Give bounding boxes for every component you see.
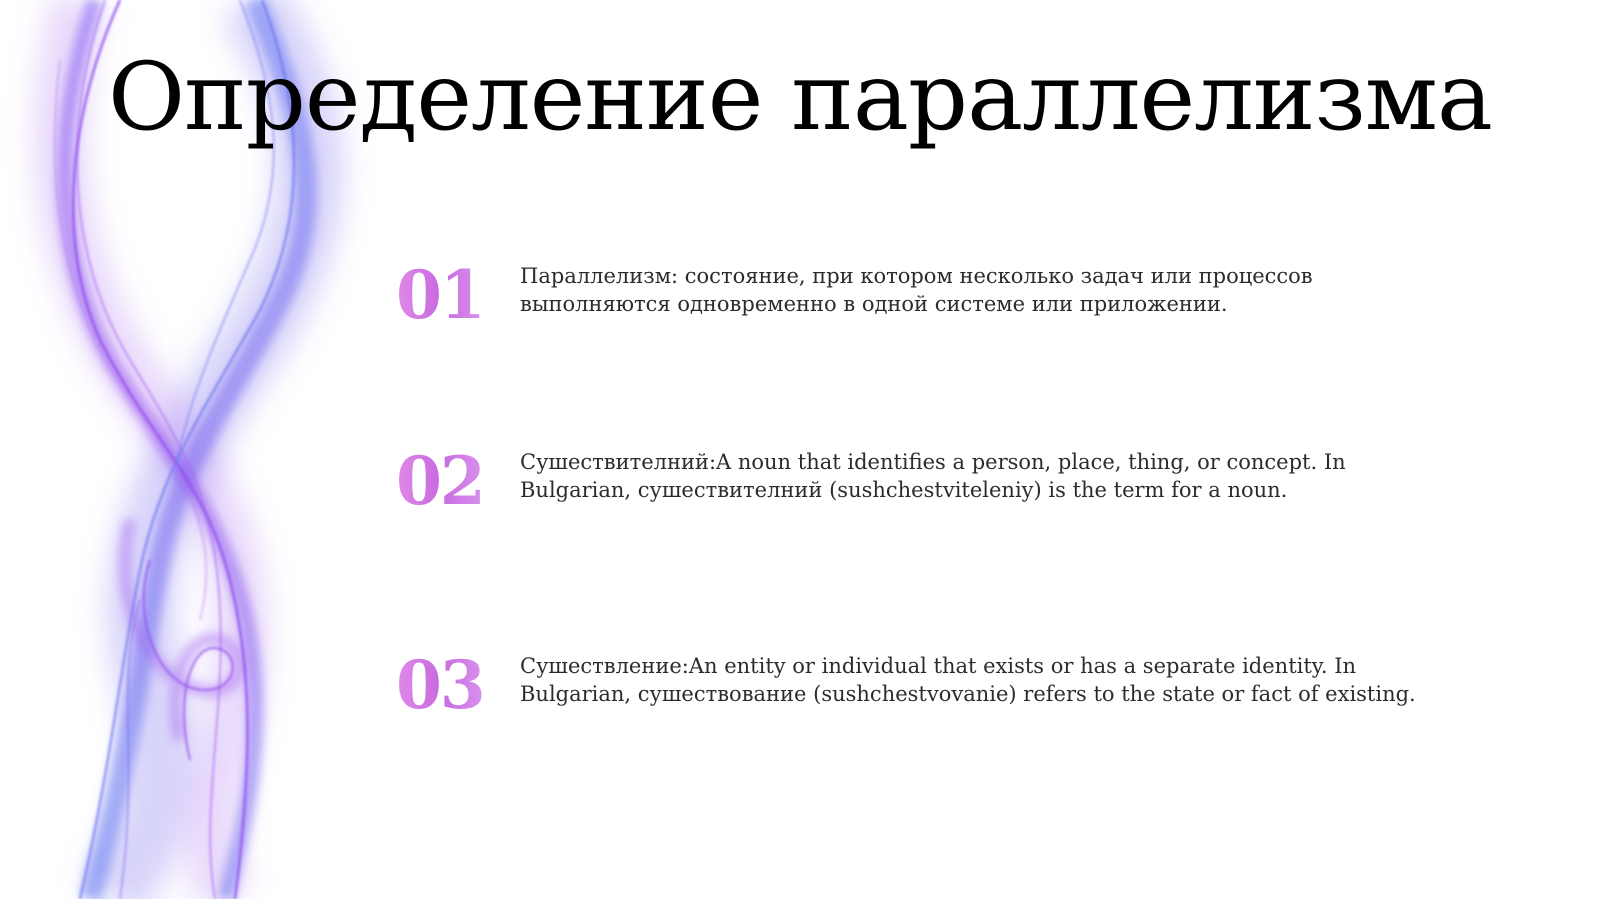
list-item bbox=[396, 444, 1536, 534]
item-number: 03 bbox=[396, 646, 484, 724]
slide-title: Определение параллелизма bbox=[108, 43, 1492, 152]
item-text-line: Bulgarian, сушествование (sushchestvovanie) refers to the state or fact of existing. bbox=[520, 682, 1416, 706]
item-text-line: выполняются одновременно в одной системе или приложении. bbox=[520, 292, 1228, 316]
item-text-line: Сушествителний:A noun that identifies a person, place, thing, or concept. In bbox=[520, 450, 1346, 474]
item-text-line: Bulgarian, сушествителний (sushchestviteleniy) is the term for a noun. bbox=[520, 478, 1288, 502]
item-text bbox=[520, 448, 1550, 504]
item-text bbox=[520, 262, 1550, 318]
item-text bbox=[520, 652, 1550, 708]
list-item bbox=[396, 258, 1536, 348]
item-text-line: Параллелизм: состояние, при котором несколько задач или процессов bbox=[520, 264, 1313, 288]
item-text-line: Сушествление:An entity or individual that exists or has a separate identity. In bbox=[520, 654, 1357, 678]
list-item bbox=[396, 648, 1536, 738]
item-number: 02 bbox=[396, 442, 484, 520]
item-number: 01 bbox=[396, 256, 484, 334]
